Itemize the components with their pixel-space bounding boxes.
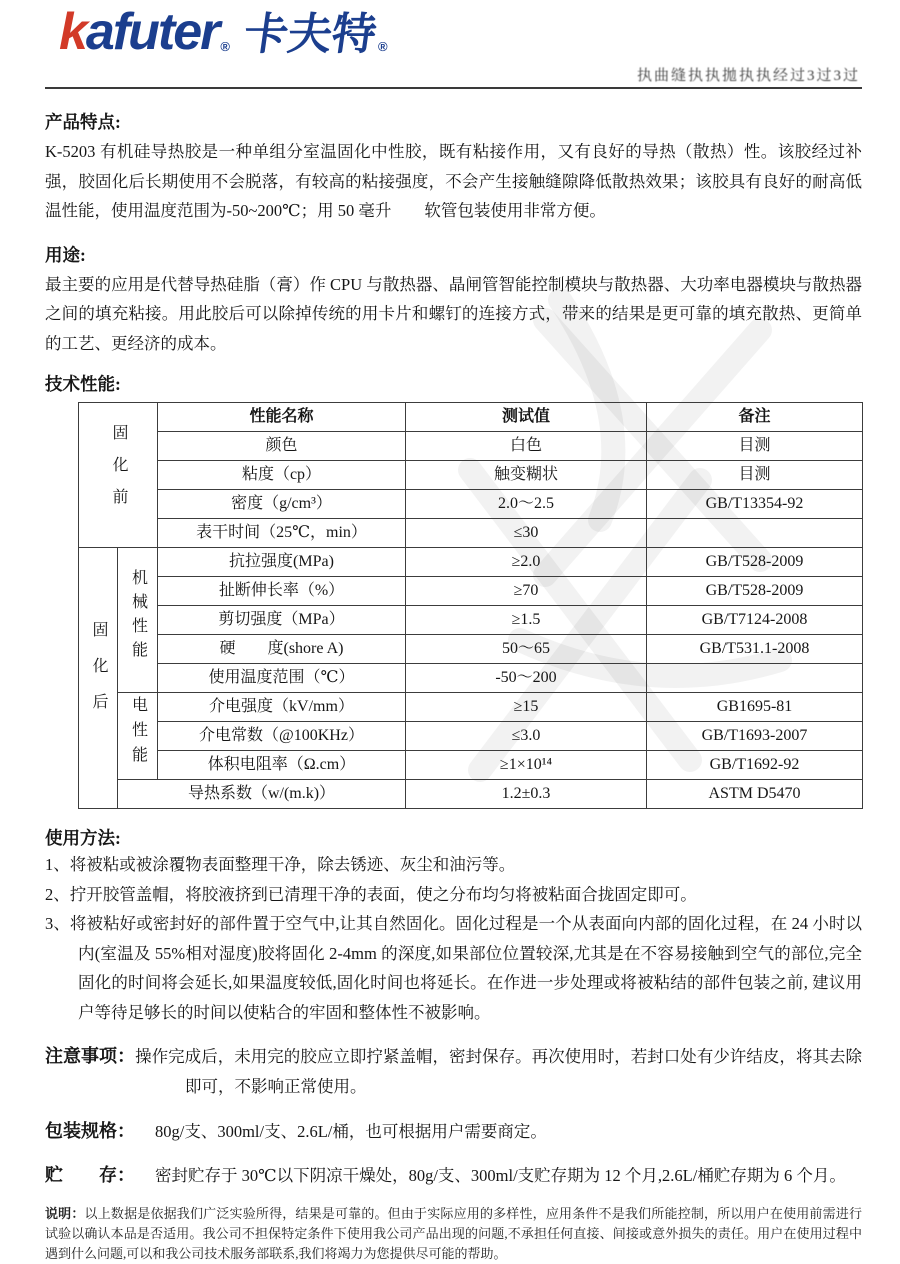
section-title-instructions: 使用方法: — [45, 828, 121, 848]
table-row: 使用温度范围（℃） -50～200 — [79, 664, 863, 693]
storage-label: 贮 存： — [45, 1165, 135, 1185]
row-group-pre-cure: 固化前 — [79, 403, 158, 548]
registered-trademark-icon: ® — [378, 39, 388, 54]
disclaimer-text: 以上数据是依据我们广泛实验所得，结果是可靠的。但由于实际应用的多样性，应用条件不是我们所能控制，所以用户在使用前需进行试验以确认本品是否适用。我公司不担保特定条件下使用我公司产品出现的问题,不承担任何直接、间接或意外损失的责任。用户在使用过程中遇到什么问题,可以和我公司技术服务部联系,我们将竭力为您提供尽可能的帮助。 — [45, 1206, 862, 1261]
features-paragraph: K-5203 有机硅导热胶是一种单组分室温固化中性胶，既有粘接作用，又有良好的导热（散热）性。该胶经过补强，胶固化后长期使用不会脱落，有较高的粘接强度，不会产生接触缝隙降低散热效果；该胶具有良好的耐高低温性能，使用温度范围为-50~200℃；用 50 毫升 软管包装使用非常方便。 — [45, 142, 862, 220]
header-note-text: 执曲缝执执拋执执经过3过3过 — [636, 68, 860, 84]
table-row: 介电常数（@100KHz） ≤3.0 GB/T1693-2007 — [79, 722, 863, 751]
instruction-item-3: 3、将被粘好或密封好的部件置于空气中,让其自然固化。固化过程是一个从表面向内部的固化过程，在 24 小时以内(室温及 55%相对湿度)胶将固化 2-4mm 的深度,如果部位位置较深,尤其是在不容易接触到空气的部位,完全固化的时间将会延长,如果温度较低,固化时间也将延长。在作进一步处理或将被粘结的部件包装之前, 建议用户等待足够长的时间以使粘合的牢固和整体性不被影响。 — [45, 914, 862, 1022]
section-title-features: 产品特点: — [45, 112, 121, 132]
table-row: 密度（g/cm³） 2.0～2.5 GB/T13354-92 — [79, 490, 863, 519]
column-header-property: 性能名称 — [158, 403, 406, 432]
table-row: 体积电阻率（Ω.cm） ≥1×10¹⁴ GB/T1692-92 — [79, 751, 863, 780]
table-row: 扯断伸长率（%） ≥70 GB/T528-2009 — [79, 577, 863, 606]
logo-wordmark: afuter — [85, 3, 219, 61]
table-row: 硬 度(shore A) 50～65 GB/T531.1-2008 — [79, 635, 863, 664]
column-header-remark: 备注 — [647, 403, 863, 432]
instruction-item-2: 2、拧开胶管盖帽，将胶液挤到已清理干净的表面，使之分布均匀将被粘面合拢固定即可。 — [45, 884, 697, 904]
table-header-row — [79, 403, 863, 432]
table-row: 固化后 机械性能 抗拉强度(MPa) ≥2.0 GB/T528-2009 — [79, 548, 863, 577]
logo-letter-k: k — [59, 3, 86, 61]
packaging-label: 包装规格： — [45, 1121, 135, 1141]
packaging-text: 80g/支、300ml/支、2.6L/桶，也可根据用户需要商定。 — [155, 1122, 547, 1141]
table-row: 电性能 介电强度（kV/mm） ≥15 GB1695-81 — [79, 693, 863, 722]
notice-text: 操作完成后，未用完的胶应立即拧紧盖帽，密封保存。再次使用时，若封口处有少许结皮，将其去除即可，不影响正常使用。 — [135, 1047, 863, 1096]
section-title-usage: 用途: — [45, 244, 86, 265]
notice-paragraph — [45, 1041, 862, 1102]
page-header — [45, 0, 862, 89]
usage-paragraph: 最主要的应用是代替导热硅脂（膏）作 CPU 与散热器、晶闸管智能控制模块与散热器、大功率电器模块与散热器之间的填充粘接。用此胶后可以除掉传统的用卡片和螺钉的连接方式，带来的结果是更可靠的填充散热、更简单的工艺、更经济的成本。 — [45, 274, 862, 353]
notice-label: 注意事项： — [45, 1046, 136, 1066]
storage-text: 密封贮存于 30℃以下阴凉干燥处，80g/支、300ml/支贮存期为 12 个月,2.6L/桶贮存期为 6 个月。 — [155, 1166, 846, 1185]
row-group-mechanical: 机械性能 — [118, 548, 158, 693]
kafuter-logo — [59, 3, 388, 61]
tech-properties-table — [78, 402, 863, 809]
row-group-post-cure: 固化后 — [79, 548, 118, 809]
table-row: 表干时间（25℃，min） ≤30 — [79, 519, 863, 548]
disclaimer-label: 说明： — [45, 1206, 85, 1221]
row-group-electrical: 电性能 — [118, 693, 158, 780]
registered-trademark-icon: ® — [220, 39, 230, 54]
instruction-item-1: 1、将被粘或被涂覆物表面整理干净，除去锈迹、灰尘和油污等。 — [45, 855, 516, 874]
table-row: 颜色 白色 目测 — [79, 432, 863, 461]
packaging-paragraph — [45, 1117, 862, 1146]
logo-chinese-name: 卡夫特 — [240, 10, 380, 59]
table-row: 导热系数（w/(m.k)） 1.2±0.3 ASTM D5470 — [79, 780, 863, 809]
table-row: 粘度（cp） 触变糊状 目测 — [79, 461, 863, 490]
table-row: 剪切强度（MPa） ≥1.5 GB/T7124-2008 — [79, 606, 863, 635]
section-title-tech: 技术性能: — [45, 374, 121, 394]
storage-paragraph — [45, 1161, 862, 1190]
column-header-test-value: 测试值 — [406, 403, 647, 432]
disclaimer-paragraph — [45, 1204, 862, 1264]
